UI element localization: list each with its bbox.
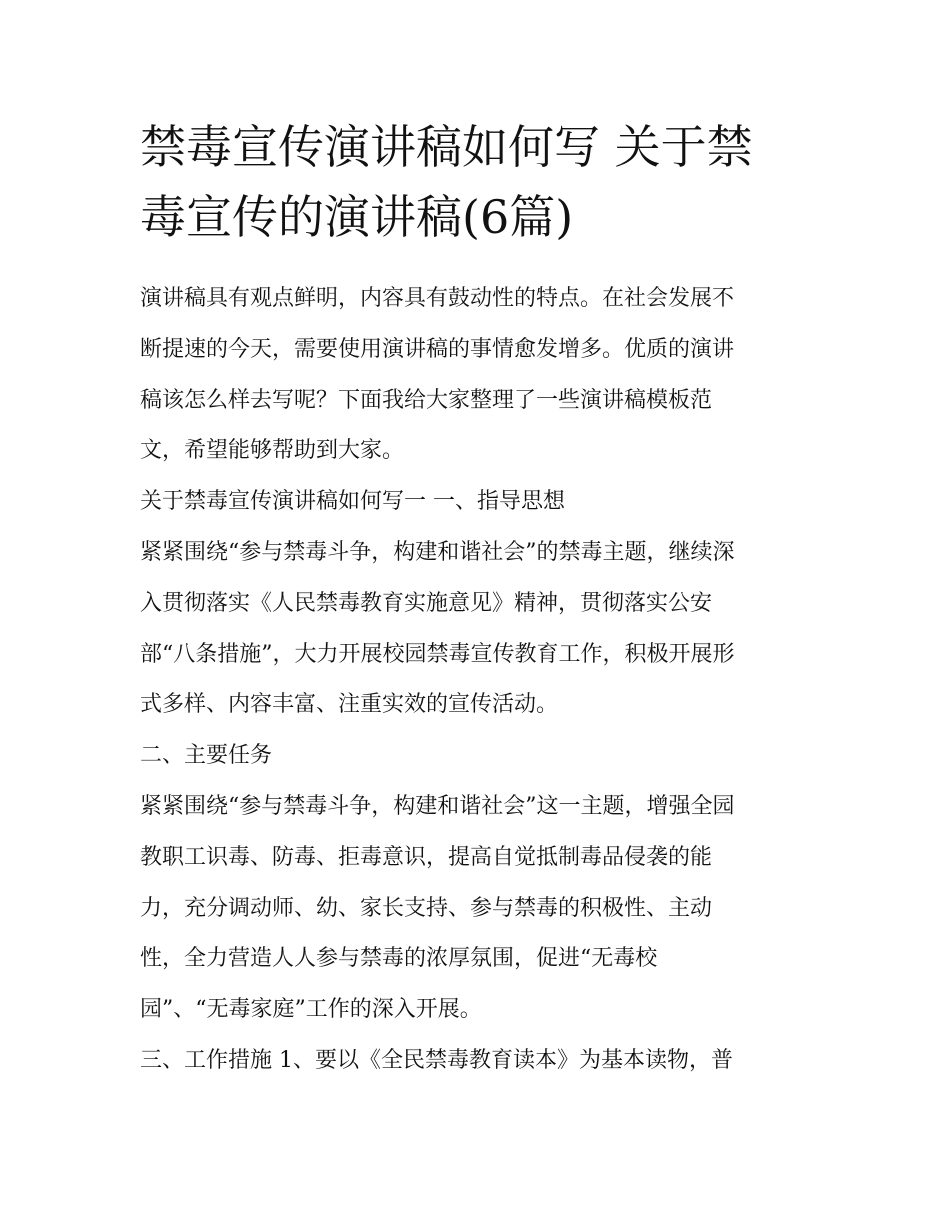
- text-line: 部“八条措施”，大力开展校园禁毒宣传教育工作，积极开展形: [140, 641, 735, 667]
- text-line: 三、工作措施 1、要以《全民禁毒教育读本》为基本读物，普: [140, 1047, 733, 1073]
- main-tasks-paragraph: [140, 782, 820, 1036]
- document-title: [140, 112, 820, 252]
- section-heading-main-tasks: [140, 731, 820, 782]
- text-line: 入贯彻落实《人民禁毒教育实施意见》精神，贯彻落实公安: [140, 590, 713, 616]
- text-line: 文，希望能够帮助到大家。: [140, 438, 405, 464]
- section-heading-measures: [140, 1036, 820, 1087]
- section-heading-guiding-idea: [140, 477, 820, 528]
- text-line: 性，全力营造人人参与禁毒的浓厚氛围，促进“无毒校: [140, 946, 658, 972]
- text-line: 二、主要任务: [140, 743, 273, 769]
- text-line: 教职工识毒、防毒、拒毒意识，提高自觉抵制毒品侵袭的能: [140, 844, 713, 870]
- text-line: 紧紧围绕“参与禁毒斗争，构建和谐社会”的禁毒主题，继续深: [140, 539, 735, 565]
- document-body: [140, 274, 820, 1087]
- text-line: 紧紧围绕“参与禁毒斗争，构建和谐社会”这一主题，增强全园: [140, 793, 735, 819]
- text-line: 断提速的今天，需要使用演讲稿的事情愈发增多。优质的演讲: [140, 336, 735, 362]
- title-line: 毒宣传的演讲稿(6篇): [140, 190, 574, 244]
- text-line: 园”、“无毒家庭”工作的深入开展。: [140, 997, 482, 1023]
- guiding-idea-paragraph: [140, 528, 820, 731]
- text-line: 力，充分调动师、幼、家长支持、参与禁毒的积极性、主动: [140, 895, 713, 921]
- document-page: [140, 112, 820, 1087]
- intro-paragraph: [140, 274, 820, 477]
- text-line: 稿该怎么样去写呢？下面我给大家整理了一些演讲稿模板范: [140, 387, 713, 413]
- title-line: 禁毒宣传演讲稿如何写 关于禁: [140, 120, 753, 174]
- text-line: 式多样、内容丰富、注重实效的宣传活动。: [140, 692, 559, 718]
- text-line: 关于禁毒宣传演讲稿如何写一 一、指导思想: [140, 489, 565, 515]
- text-line: 演讲稿具有观点鲜明，内容具有鼓动性的特点。在社会发展不: [140, 286, 735, 311]
